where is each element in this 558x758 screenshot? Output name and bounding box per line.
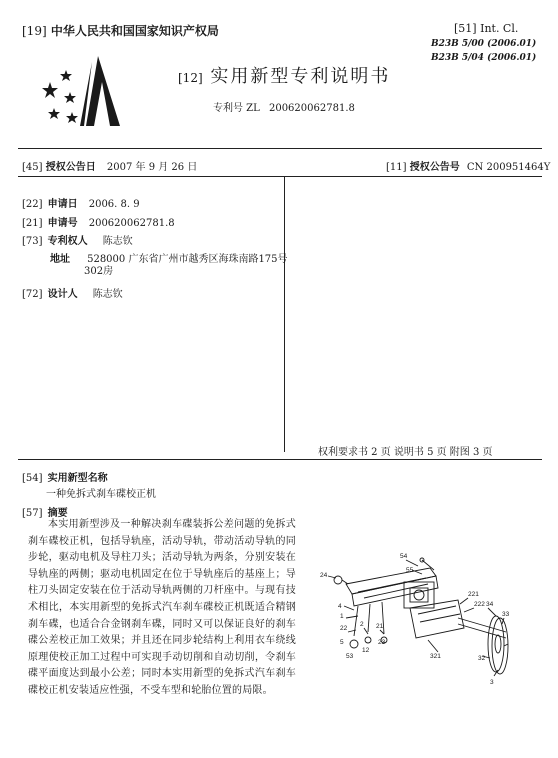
- figure-label: 5: [340, 639, 344, 646]
- title-code: [54]: [22, 473, 43, 484]
- biblio-value: 528000 广东省广州市越秀区海珠南路175号: [87, 254, 288, 265]
- abstract-code: [57]: [22, 508, 43, 519]
- biblio-value: 陈志钦: [102, 236, 133, 247]
- abstract-label: 摘要: [47, 508, 68, 519]
- biblio-row-filing-date: [22, 192, 140, 211]
- figure-label: 3: [490, 679, 494, 686]
- classification-1: B23B 5/00 (2006.01): [431, 39, 537, 49]
- figure-label: 21: [376, 623, 384, 630]
- title-heading: [22, 466, 108, 485]
- figure-label: 54: [400, 553, 408, 560]
- biblio-code: [21]: [22, 218, 43, 229]
- issuing-office: [22, 22, 219, 39]
- document-type: [178, 62, 390, 88]
- biblio-value: 200620062781.8: [88, 218, 175, 229]
- biblio-label: 地址: [50, 254, 70, 265]
- biblio-label: 专利权人: [47, 236, 88, 247]
- grant-date-value: 2007 年 9 月 26 日: [106, 162, 198, 173]
- figure-label: 222: [474, 601, 485, 608]
- patent-number-value: 200620062781.8: [268, 103, 355, 114]
- biblio-rule: [18, 459, 542, 460]
- abstract-figure: [318, 548, 540, 690]
- sipo-logo: [28, 52, 128, 130]
- pub-code: [11]: [386, 162, 407, 173]
- biblio-code: [72]: [22, 289, 43, 300]
- int-cl-code: [51]: [454, 22, 477, 35]
- pub-number-value: CN 200951464Y: [466, 162, 551, 173]
- abstract-text: 本实用新型涉及一种解决刹车碟装拆公差问题的免拆式刹车碟校正机，包括导轨座，活动导轨，带动活动导轨的同步轮，驱动电机及导柱刀头；活动导轨为两条，分别安装在导轨座的两侧；驱动电机固定在位于导轨座后的基座上；导柱刀头固定安装在位于活动导轨两侧的刀杆座中。与现有技术相比，本实用新型的免拆式汽车刹车碟校正机既适合精钢刹车碟，也适合合金钢刹车碟，同时又可以保证良好的刹车碟公差校正加工效果；并且还在同步轮结构上利用衣车绕线原理使校正加工过程中可实现手动切削和自动切削，令刹车碟平面度达到最小公差；同时本实用新型的免拆式汽车刹车碟校正机安装适应性强，不受车型和轮胎位置的局限。: [28, 519, 296, 696]
- biblio-row-designer: [22, 282, 123, 301]
- pub-label: 授权公告号: [409, 162, 460, 173]
- biblio-code: [73]: [22, 236, 43, 247]
- figure-label: 34: [486, 601, 494, 608]
- patent-number-label: 专利号 ZL: [213, 103, 260, 114]
- biblio-value: 陈志钦: [92, 289, 123, 300]
- figure-label: 33: [502, 611, 510, 618]
- figure-label: 32: [478, 655, 486, 662]
- office-code: [19]: [22, 24, 47, 38]
- figure-label: 53: [346, 653, 354, 660]
- doc-type-code: [12]: [178, 71, 203, 85]
- figure-label: 23: [378, 639, 386, 646]
- utility-model-title: 一种免拆式刹车碟校正机: [46, 489, 156, 500]
- biblio-row-patentee: [22, 229, 133, 248]
- biblio-label: 设计人: [47, 289, 78, 300]
- doc-type-title: 实用新型专利说明书: [210, 66, 391, 87]
- int-cl-heading: [454, 22, 518, 35]
- figure-label: 12: [362, 647, 370, 654]
- publication-number: [386, 158, 550, 173]
- figure-label: 4: [338, 603, 342, 610]
- title-label: 实用新型名称: [47, 473, 108, 484]
- grant-rule: [18, 176, 542, 177]
- header-rule: [18, 148, 542, 149]
- figure-label: 55: [406, 567, 414, 574]
- figure-label: 2: [360, 621, 364, 628]
- figure-label: 1: [340, 613, 344, 620]
- biblio-value: 2006. 8. 9: [88, 199, 140, 210]
- grant-date: [22, 158, 197, 173]
- biblio-label: 申请日: [47, 199, 78, 210]
- patent-number: [213, 99, 355, 114]
- office-name: 中华人民共和国国家知识产权局: [50, 24, 219, 38]
- biblio-code: [22]: [22, 199, 43, 210]
- figure-label: 321: [430, 653, 441, 660]
- biblio-row-application-no: [22, 211, 175, 230]
- biblio-address-line2: 302房: [84, 266, 114, 277]
- biblio-label: 申请号: [47, 218, 78, 229]
- grant-label: 授权公告日: [45, 162, 96, 173]
- figure-label: 22: [340, 625, 348, 632]
- grant-code: [45]: [22, 162, 43, 173]
- int-cl-label: Int. Cl.: [480, 22, 519, 35]
- figure-label: 24: [320, 572, 328, 579]
- classification-2: B23B 5/04 (2006.01): [431, 53, 537, 63]
- page-counts: 权利要求书 2 页 说明书 5 页 附图 3 页: [318, 447, 493, 458]
- figure-label: 221: [468, 591, 479, 598]
- column-divider: [284, 176, 285, 452]
